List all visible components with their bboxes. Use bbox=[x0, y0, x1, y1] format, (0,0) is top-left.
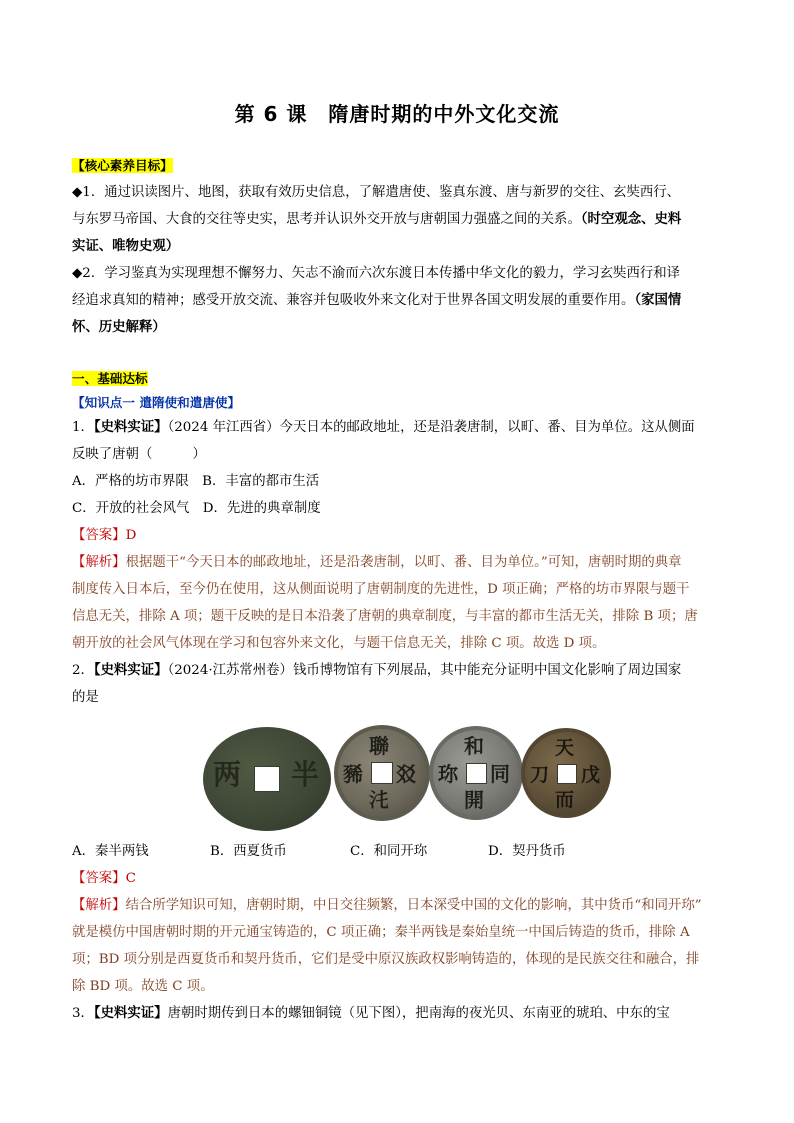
goal2-line2: 经追求真知的精神；感受开放交流、兼容并包吸收外来文化对于世界各国文明发展的重要作用。 bbox=[72, 293, 635, 308]
q1-analysis-label: 【解析】 bbox=[72, 555, 126, 570]
q2-answer: C bbox=[125, 871, 136, 886]
page-title: 第 6 课 隋唐时期的中外文化交流 bbox=[234, 102, 560, 126]
q2-analysis-line2: 就是模仿中国唐朝时期的开元通宝铸造的，C 项正确；秦半两钱是秦始皇统一中国后铸造的货币，排除 A bbox=[72, 925, 690, 940]
q2-stem-line1: （2024·江苏常州卷）钱币博物馆有下列展品，其中能充分证明中国文化影响了周边国家 bbox=[167, 663, 682, 678]
q1-analysis-line3: 信息无关，排除 A 项；题干反映的是日本沿袭了唐朝的典章制度，与丰富的都市生活无关，排除 B 项；唐 bbox=[72, 609, 698, 624]
q3-number: 3． bbox=[72, 1006, 94, 1021]
q2-analysis-label: 【解析】 bbox=[72, 898, 126, 913]
q2-option-b: B．西夏货币 bbox=[210, 844, 287, 859]
coin2-char-bottom: 𣲃 bbox=[369, 788, 389, 812]
q2-analysis-line3: 项；BD 项分别是西夏货币和契丹货币，它们是受中原汉族政权影响铸造的，体现的是民族交往和融合，排 bbox=[72, 952, 700, 967]
coin-images bbox=[72, 713, 726, 838]
document-body bbox=[72, 152, 726, 1027]
goal1-line1: ◆1．通过识读图片、地图，获取有效历史信息，了解遣唐使、鉴真东渡、唐与新罗的交往、玄奘西行、 bbox=[72, 185, 681, 200]
q2-analysis-line4: 除 BD 项。故选 C 项。 bbox=[72, 979, 214, 994]
core-goals-heading: 【核心素养目标】 bbox=[72, 158, 173, 173]
goal2-line1: ◆2．学习鉴真为实现理想不懈努力、矢志不渝而六次东渡日本传播中华文化的毅力，学习玄奘西行和译 bbox=[72, 266, 681, 281]
coin4-char-top: 天 bbox=[555, 737, 575, 759]
goal2-tags-b: 怀、历史解释） bbox=[72, 319, 166, 335]
q1-stem-line1: （2024 年江西省）今天日本的邮政地址，还是沿袭唐制，以町、番、目为单位。这从侧面 bbox=[167, 420, 695, 435]
coin2-char-right: 㸚 bbox=[396, 762, 416, 786]
q2-option-c: C．和同开珎 bbox=[350, 844, 428, 859]
q1-analysis-line4: 朝开放的社会风气体现在学习和包容外来文化，与题干信息无关，排除 C 项。故选 D 项。 bbox=[72, 636, 606, 651]
knowledge-point-heading: 【知识点一 遣隋使和遣唐使】 bbox=[72, 395, 241, 410]
q1-tag: 【史料实证】 bbox=[93, 419, 168, 435]
coin3-char-bottom: 開 bbox=[464, 788, 484, 812]
coin-wadokaichin bbox=[429, 726, 523, 820]
q2-tag: 【史料实证】 bbox=[93, 662, 168, 678]
q1-analysis-line1: 根据题干“今天日本的邮政地址，还是沿袭唐制，以町、番、目为单位。”可知，唐朝时期的典章 bbox=[125, 555, 682, 570]
goal1-tags-a: （时空观念、史料 bbox=[580, 211, 682, 227]
coin4-char-left: 刀 bbox=[530, 764, 550, 786]
q2-options bbox=[72, 838, 726, 865]
q2-analysis-line1: 结合所学知识可知，唐朝时期，中日交往频繁，日本深受中国的文化的影响，其中货币“和同开珎” bbox=[125, 898, 702, 913]
coin-khitan bbox=[521, 728, 611, 818]
q2-stem-line2: 的是 bbox=[72, 690, 99, 705]
q1-number: 1． bbox=[72, 420, 94, 435]
coin1-char-left: 两 bbox=[213, 758, 242, 791]
coin3-char-left: 珎 bbox=[438, 762, 458, 786]
goal2-tags-a: （家国情 bbox=[634, 292, 682, 308]
coin-qin-banliang bbox=[203, 727, 331, 831]
q1-answer-label: 【答案】 bbox=[72, 528, 126, 543]
q2-option-a: A．秦半两钱 bbox=[72, 844, 149, 859]
coin-xixia bbox=[334, 725, 430, 821]
coin3-char-top: 和 bbox=[464, 734, 484, 758]
q2-number: 2． bbox=[72, 663, 94, 678]
q2-option-d: D．契丹货币 bbox=[488, 844, 566, 859]
q1-stem-line2: 反映了唐朝（ ） bbox=[72, 447, 206, 462]
q3-stem-line1: 唐朝时期传到日本的螺钿铜镜（见下图），把南海的夜光贝、东南亚的琥珀、中东的宝 bbox=[167, 1006, 670, 1021]
coin4-char-right: 戊 bbox=[581, 764, 601, 786]
q2-answer-label: 【答案】 bbox=[72, 871, 126, 886]
q1-analysis-line2: 制度传入日本后，至今仍在使用，这从侧面说明了唐朝制度的先进性，D 项正确；严格的坊市界限与题干 bbox=[72, 582, 690, 597]
q1-answer: D bbox=[125, 528, 137, 543]
coin2-char-left: 豨 bbox=[343, 762, 363, 786]
goal1-tags-b: 实证、唯物史观） bbox=[72, 238, 180, 254]
coin1-char-right: 半 bbox=[291, 758, 320, 791]
q3-tag: 【史料实证】 bbox=[93, 1005, 168, 1021]
q1-options-row2: C．开放的社会风气 D．先进的典章制度 bbox=[72, 501, 321, 516]
coin4-char-bottom: 而 bbox=[555, 789, 575, 811]
coin2-char-top: 聯 bbox=[369, 734, 389, 758]
goal1-line2: 与东罗马帝国、大食的交往等史实，思考并认识外交开放与唐朝国力强盛之间的关系。 bbox=[72, 212, 581, 227]
section-heading: 一、基础达标 bbox=[72, 371, 148, 386]
q1-options-row1: A．严格的坊市界限 B．丰富的都市生活 bbox=[72, 474, 320, 489]
coin3-char-right: 同 bbox=[490, 762, 510, 786]
